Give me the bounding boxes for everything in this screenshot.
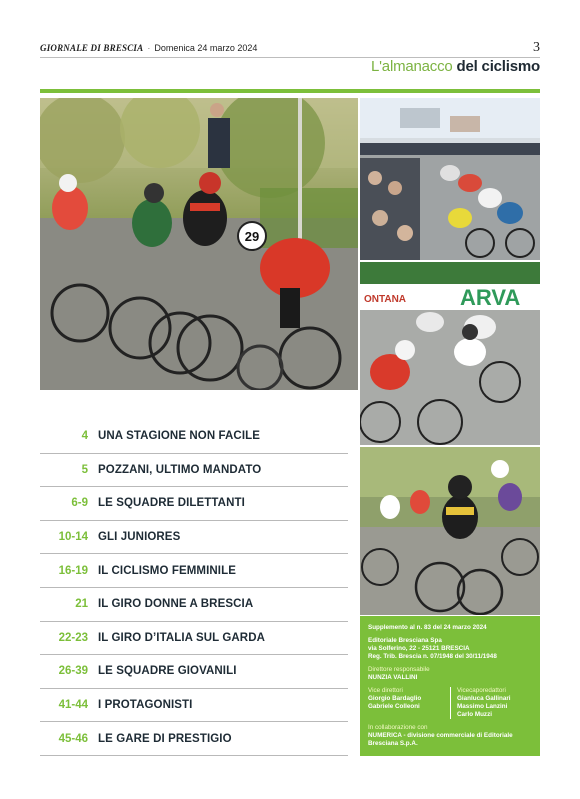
table-of-contents [40,420,348,756]
index-pages: 4 [81,430,88,443]
section-title-light: L'almanacco [371,58,453,75]
index-row [40,722,348,756]
index-row [40,521,348,555]
collaboration-label: In collaborazione con [368,724,428,731]
masthead [40,43,257,53]
green-divider [40,89,540,93]
colophon-box [360,616,540,756]
photo-sprint [360,262,540,445]
index-title: IL CICLISMO FEMMINILE [98,564,236,577]
index-pages: 16-19 [58,564,88,577]
index-pages: 6-9 [71,497,88,510]
staff-columns [368,687,532,719]
index-row [40,622,348,656]
index-row [40,689,348,723]
index-title: IL GIRO D’ITALIA SUL GARDA [98,631,266,644]
director-name: NUNZIA VALLINI [368,674,418,681]
publisher-address: via Solferino, 22 - 25121 BRESCIA [368,645,470,652]
deputy-editor: Massimo Lanzini [457,703,508,710]
section-title-bold: del ciclismo [456,58,540,75]
separator: · [147,43,151,53]
index-title: GLI JUNIORES [98,531,181,544]
index-title: POZZANI, ULTIMO MANDATO [98,463,262,476]
registration: Reg. Trib. Brescia n. 07/1948 del 30/11/1948 [368,653,497,660]
director-label: Direttore responsabile [368,666,430,673]
index-row [40,588,348,622]
index-row [40,655,348,689]
index-pages: 5 [81,463,88,476]
section-title [371,58,540,75]
deputy-editors-label: Vicecaporedattori [457,687,506,694]
index-row [40,487,348,521]
index-pages: 41-44 [58,699,88,712]
index-row [40,454,348,488]
collaboration-text: NUMERICA - divisione commerciale di Editoriale Bresciana S.p.A. [368,732,513,747]
newspaper-name: GIORNALE DI BRESCIA [40,43,144,53]
photo-crowd-peloton [360,98,540,260]
column-divider [450,687,451,719]
index-title: UNA STAGIONE NON FACILE [98,430,261,443]
index-row [40,554,348,588]
index-title: LE GARE DI PRESTIGIO [98,732,232,745]
index-title: LE SQUADRE GIOVANILI [98,665,237,678]
race-number: 29 [244,229,260,244]
vice-director: Giorgio Bardaglio [368,695,422,702]
deputy-editor: Gianluca Gallinari [457,695,511,702]
cover-photo-cyclists [40,98,358,390]
publisher: Editoriale Bresciana Spa [368,637,442,644]
page-number: 3 [533,40,540,55]
deputy-editor: Carlo Muzzi [457,711,492,718]
index-pages: 22-23 [58,631,88,644]
index-title: I PROTAGONISTI [98,699,193,712]
banner-text-left: ONTANA [364,294,407,305]
index-row [40,420,348,454]
banner-text-right: ARVA [460,285,521,310]
vice-directors-label: Vice direttori [368,687,403,694]
issue-date: Domenica 24 marzo 2024 [154,43,258,53]
index-pages: 26-39 [58,665,88,678]
index-pages: 10-14 [58,531,88,544]
index-title: LE SQUADRE DILETTANTI [98,497,245,510]
index-pages: 21 [75,598,88,611]
vice-director: Gabriele Colleoni [368,703,420,710]
supplement-line: Supplemento al n. 83 del 24 marzo 2024 [368,624,487,631]
index-pages: 45-46 [58,732,88,745]
photo-young-riders [360,447,540,615]
index-title: IL GIRO DONNE A BRESCIA [98,598,254,611]
